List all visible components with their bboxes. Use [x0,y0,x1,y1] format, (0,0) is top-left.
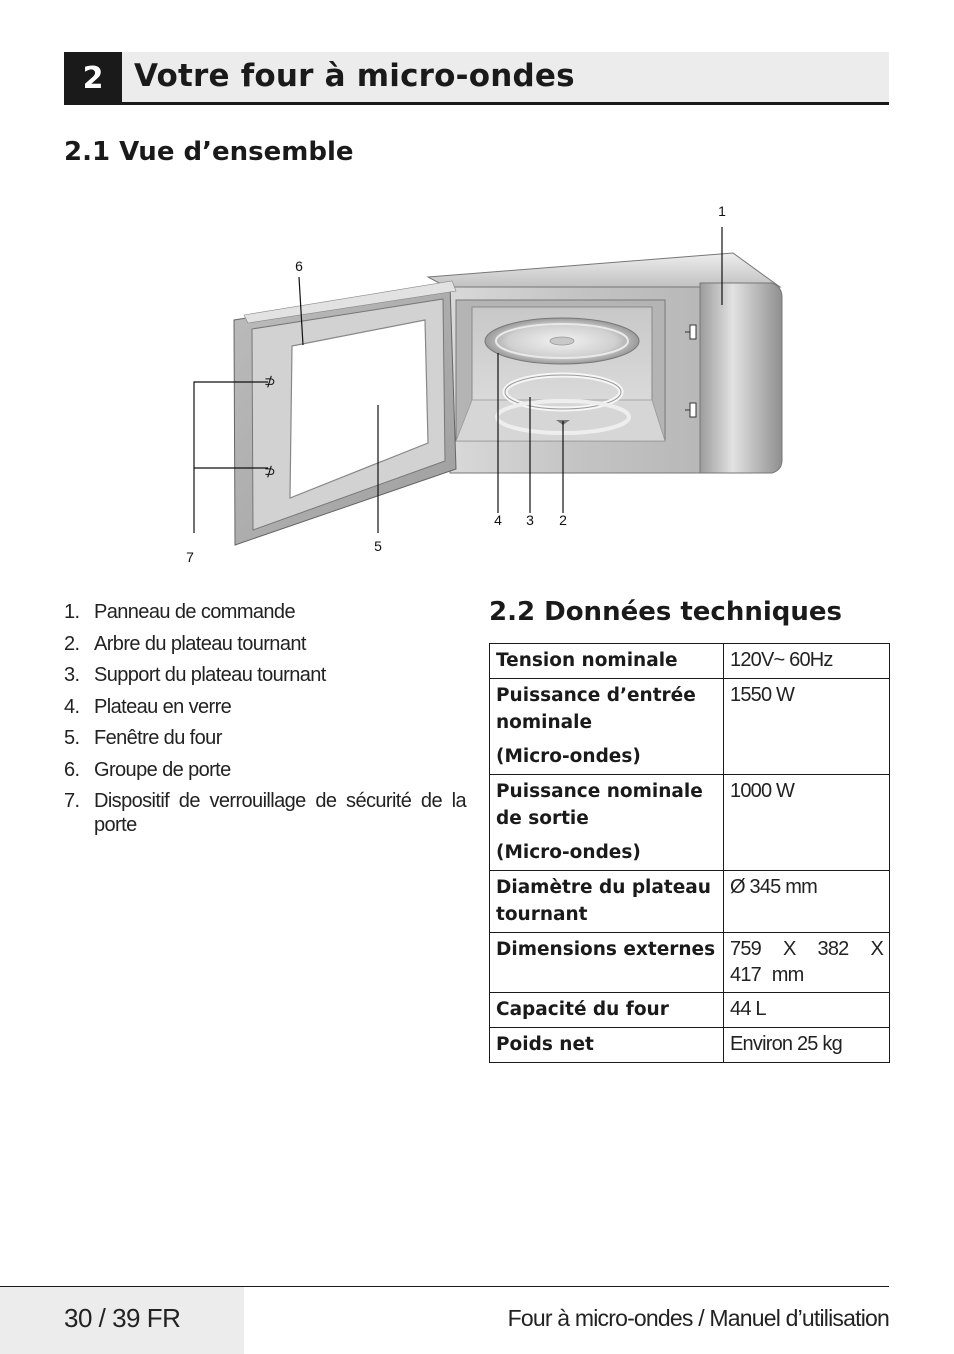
spec-value: 1550 W [724,679,890,775]
spec-key-sub: (Micro-ondes) [496,746,641,767]
section-overview-title: 2.1 Vue d’ensemble [64,137,354,167]
list-item: 4. Plateau en verre [64,695,232,718]
table-row [490,993,890,1028]
chapter-number: 2 [64,52,122,105]
spec-key: Dimensions externes [496,939,716,960]
footer-document-title: Four à micro-ondes / Manuel d’utilisation [507,1305,889,1331]
svg-text:⊅: ⊅ [264,373,276,389]
table-row [490,1028,890,1063]
parts-list [64,600,466,845]
list-item: 3. Support du plateau tournant [64,664,326,686]
page-number: 30 / 39 FR [64,1303,181,1333]
specs-table [489,643,890,1063]
spec-value: 120V~ 60Hz [724,644,890,679]
table-row [490,933,890,993]
spec-key: Puissance nominale de sortie [496,781,703,829]
svg-text:⊅: ⊅ [264,463,276,479]
callout-4: 4 [494,512,502,528]
microwave-illustration [160,195,810,575]
callout-6: 6 [295,258,303,274]
spec-key: Capacité du four [496,999,669,1020]
callout-3: 3 [526,512,534,528]
spec-value: Environ 25 kg [724,1028,890,1063]
footer-page-box [0,1287,244,1354]
table-row [490,871,890,933]
chapter-header [64,52,889,105]
list-item: 5. Fenêtre du four [64,727,222,749]
list-item: 7. Dispositif de verrouillage de sécurité de la porte [64,790,466,836]
spec-key-sub: (Micro-ondes) [496,842,641,863]
callout-1: 1 [718,203,726,219]
spec-key: Poids net [496,1034,594,1055]
spec-key: Diamètre du plateau tournant [496,877,711,925]
table-row [490,644,890,679]
spec-value: Ø 345 mm [724,871,890,933]
chapter-title: Votre four à micro-ondes [134,58,575,94]
spec-value: 44 L [724,993,890,1028]
list-item: 1. Panneau de commande [64,601,295,623]
callout-5: 5 [374,538,382,554]
callout-2: 2 [559,512,567,528]
callout-7: 7 [186,549,194,565]
section-specs-title: 2.2 Données techniques [489,597,843,627]
table-row [490,679,890,775]
list-item: 6. Groupe de porte [64,758,231,781]
spec-key: Puissance d’entrée nominale [496,685,696,733]
spec-value: 759 X 382 X 417 mm [724,933,890,993]
list-item: 2. Arbre du plateau tournant [64,632,306,655]
spec-value: 1000 W [724,775,890,871]
spec-key: Tension nominale [496,650,678,671]
table-row [490,775,890,871]
